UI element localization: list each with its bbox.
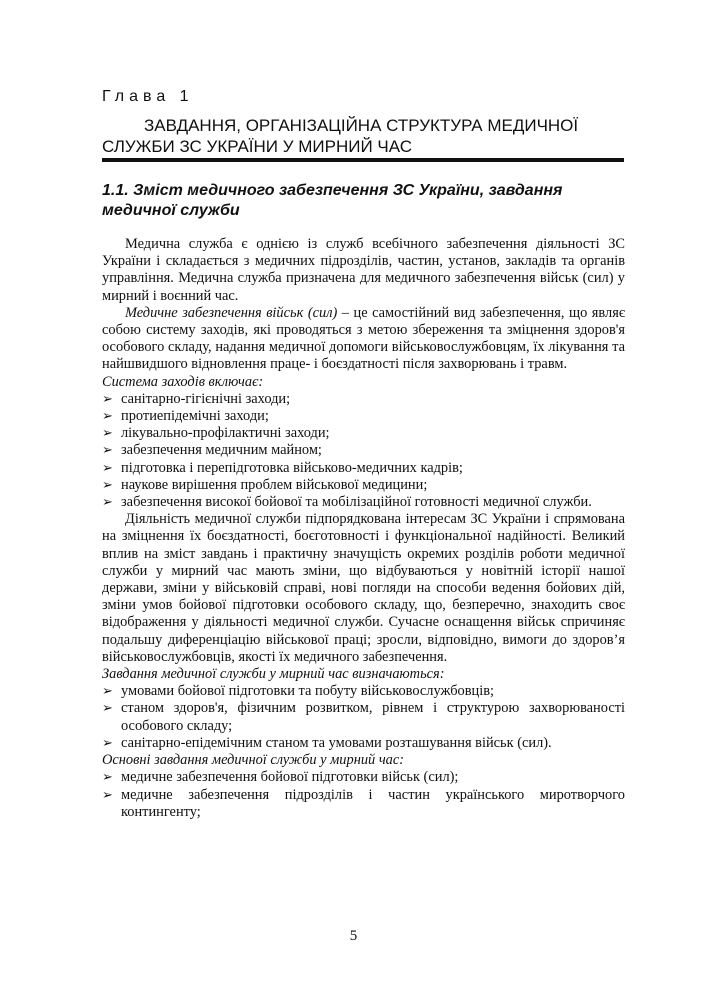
arrow-bullet-icon: ➢ xyxy=(102,426,113,442)
paragraph-2 xyxy=(102,305,625,374)
measures-list xyxy=(102,391,625,511)
page-number: 5 xyxy=(349,928,358,944)
paragraph-1: Медична служба є однією із служб всебічного забезпечення діяльності ЗС України і складається з медичних підрозділів, частин, установ, закладів та органів управління. Медична служба призначена для медичного забезпечення військ (сил) у мирний і воєнний час. xyxy=(102,236,625,304)
arrow-bullet-icon: ➢ xyxy=(102,701,113,717)
chapter-label: Глава 1 xyxy=(102,88,194,105)
arrow-bullet-icon: ➢ xyxy=(102,787,113,803)
paragraph-3: Діяльність медичної служби підпорядкована інтересам ЗС України і спрямована на зміцнення їх боєздатності, боєготовності і функціональної надійності. Великий вплив на зміст завдань і практичну значущість окремих розділів роботи медичної служби у мирний час мають зміни, що відбуваються у новітній історії нашої держави, зміни у військовій справі, нові погляди на способи ведення бойових дій, зміни умов бойової підготовки особового складу, що, безперечно, знаходить своє відображення у діяльності медичної служби. Сучасне оснащення військ спричиняє подальшу диференціацію військової праці; зросли, відповідно, вимоги до здоров’я військовослужбовців, якості їх медичного забезпечення. xyxy=(102,511,625,665)
arrow-bullet-icon: ➢ xyxy=(102,770,113,786)
list-item: ➢ умовами бойової підготовки та побуту військовослужбовців; xyxy=(102,683,495,700)
chapter-title-line-1: ЗАВДАННЯ, ОРГАНІЗАЦІЙНА СТРУКТУРА МЕДИЧНОЇ xyxy=(144,116,579,135)
list-2-intro: Завдання медичної служби у мирний час визначаються: xyxy=(102,666,445,683)
arrow-bullet-icon: ➢ xyxy=(102,391,113,407)
list-item: ➢ забезпечення медичним майном; xyxy=(102,442,322,459)
list-1-intro: Система заходів включає: xyxy=(102,373,264,390)
list-item: ➢ підготовка і перепідготовка військово-медичних кадрів; xyxy=(102,459,463,476)
arrow-bullet-icon: ➢ xyxy=(102,460,113,476)
arrow-bullet-icon: ➢ xyxy=(102,684,113,700)
section-heading: 1.1. Зміст медичного забезпечення ЗС України, завдання медичної служби xyxy=(102,182,563,219)
body-text xyxy=(102,236,625,821)
list-item: ➢ санітарно-гігієнічні заходи; xyxy=(102,390,291,407)
list-item: ➢ медичне забезпечення підрозділів і частин українського миротворчого контингенту; xyxy=(102,786,625,820)
chapter-title-line-2: СЛУЖБИ ЗС УКРАЇНИ У МИРНИЙ ЧАС xyxy=(102,137,412,156)
list-item: ➢ санітарно-епідемічним станом та умовами розташування військ (сил). xyxy=(102,734,552,751)
main-tasks-list xyxy=(102,769,625,821)
paragraph-2-text: – це самостійний вид забезпечення, що являє собою систему заходів, які проводяться з метою збереження та зміцнення здоров'я особового складу, надання медичної допомоги військовослужбовцям, їх лікування та найшвидшого відновлення праце- і боєздатності після захворювань і травм. xyxy=(102,304,625,373)
arrow-bullet-icon: ➢ xyxy=(102,495,113,511)
arrow-bullet-icon: ➢ xyxy=(102,443,113,459)
arrow-bullet-icon: ➢ xyxy=(102,735,113,751)
term-medical-support: Медичне забезпечення військ (сил) xyxy=(125,304,338,321)
list-item: ➢ медичне забезпечення бойової підготовки військ (сил); xyxy=(102,769,459,786)
chapter-title xyxy=(102,115,632,157)
list-item: ➢ забезпечення високої бойової та мобілізаційної готовності медичної служби. xyxy=(102,494,592,511)
list-item: ➢ наукове вирішення проблем військової медицини; xyxy=(102,476,428,493)
arrow-bullet-icon: ➢ xyxy=(102,409,113,425)
list-3-intro: Основні завдання медичної служби у мирний час: xyxy=(102,752,405,769)
list-item: ➢ лікувально-профілактичні заходи; xyxy=(102,425,330,442)
arrow-bullet-icon: ➢ xyxy=(102,477,113,493)
list-item: ➢ протиепідемічні заходи; xyxy=(102,408,269,425)
chapter-divider xyxy=(102,158,624,162)
tasks-determinants-list xyxy=(102,683,625,752)
list-item: ➢ станом здоров'я, фізичним розвитком, рівнем і структурою захворюваності особового складу; xyxy=(102,700,625,734)
